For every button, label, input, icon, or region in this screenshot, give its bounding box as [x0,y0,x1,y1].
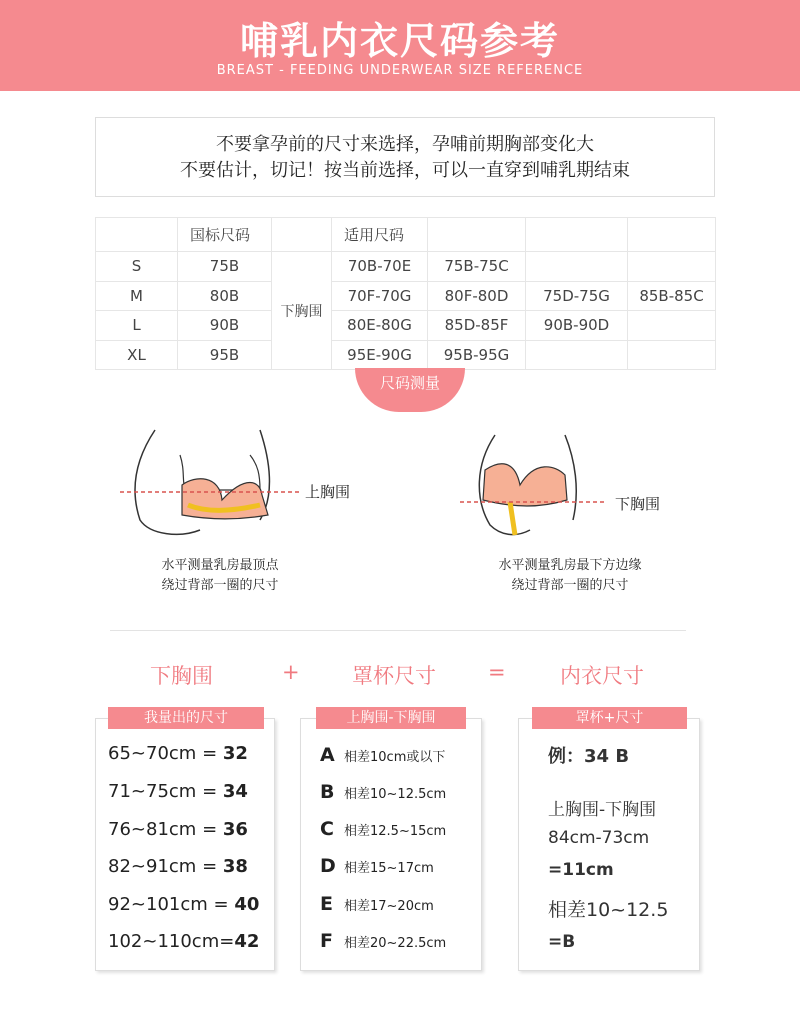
national-cell: 80B [178,281,272,310]
example-heading [548,742,629,768]
cup-letter: B [320,781,335,803]
underbust-row [108,856,248,877]
fit-cell: 85D-85F [428,311,526,340]
example-line-3: =11cm [548,860,614,880]
cup-desc: 相差17~20cm [344,899,434,914]
cup-letter: F [320,930,333,952]
range-text: 76~81cm [108,819,197,840]
page-title: 哺乳内衣尺码参考 [239,19,560,63]
example-line-1: 上胸围-下胸围 [548,800,657,820]
caption-line: 绕过背部一圈的尺寸 [161,578,279,593]
fit-cell: 70B-70E [332,252,428,281]
band-size: 40 [234,894,260,915]
upper-bust-illustration [110,420,380,550]
size-table [95,217,716,370]
sep-text: = [202,856,218,877]
underbust-row [108,743,248,764]
fit-cell: 85B-85C [628,281,716,310]
table-row [96,340,716,369]
range-text: 71~75cm [108,781,197,802]
cup-letter: C [320,818,334,840]
sep-text: = [219,931,235,952]
page-subtitle: BREAST - FEEDING UNDERWEAR SIZE REFERENCE [216,63,584,78]
table-cell [428,218,526,252]
fit-cell [628,252,716,281]
fit-cell: 95B-95G [428,340,526,369]
caption-line: 绕过背部一圈的尺寸 [511,578,629,593]
header-national-size: 国标尺码 [178,218,272,252]
sep-text: = [202,743,218,764]
range-text: 92~101cm [108,894,208,915]
cup-desc: 相差10~12.5cm [344,787,447,802]
cup-letter: A [320,744,335,766]
example-value: 34 B [584,746,630,767]
size-cell: L [96,311,178,340]
cup-desc: 相差15~17cm [344,861,434,876]
sep-text: = [202,781,218,802]
fit-cell: 80E-80G [332,311,428,340]
example-line-5: =B [548,932,576,952]
underbust-box-label: 我量出的尺寸 [108,707,264,729]
underbust-row [108,819,248,840]
fit-cell [526,340,628,369]
formula-result: 内衣尺寸 [560,664,644,688]
range-text: 65~70cm [108,743,197,764]
band-size: 42 [234,931,260,952]
upper-bust-caption [120,556,320,596]
cup-desc: 相差12.5~15cm [344,824,447,839]
cup-row [320,818,446,840]
section-divider [110,630,686,631]
national-cell: 90B [178,311,272,340]
table-row [96,252,716,281]
formula-term-underbust: 下胸围 [150,664,213,688]
cup-desc: 相差10cm或以下 [344,750,446,765]
notice-line-2: 不要估计，切记！按当前选择，可以一直穿到哺乳期结束 [180,160,630,181]
table-cell [628,218,716,252]
fit-cell [628,340,716,369]
example-line-2: 84cm-73cm [548,828,650,848]
band-size: 34 [222,781,248,802]
national-cell: 95B [178,340,272,369]
notice-box [95,117,715,197]
formula-term-cup: 罩杯尺寸 [352,664,436,688]
example-line-4: 相差10~12.5 [548,899,669,921]
band-size: 38 [222,856,248,877]
range-text: 82~91cm [108,856,197,877]
cup-box-label: 上胸围-下胸围 [316,707,466,729]
table-row [96,281,716,310]
table-cell [96,218,178,252]
band-size: 36 [222,819,248,840]
cup-row [320,893,434,915]
formula-plus: + [282,660,300,684]
formula-equals: = [488,660,506,684]
cup-row [320,781,446,803]
underbust-label: 下胸围 [615,495,661,513]
cup-row [320,855,434,877]
fit-cell: 95E-90G [332,340,428,369]
fit-cell: 70F-70G [332,281,428,310]
example-prefix: 例： [548,746,584,767]
table-row [96,311,716,340]
underbust-row [108,894,259,915]
sep-text: = [213,894,229,915]
sep-text: = [202,819,218,840]
underbust-illustration [455,430,695,550]
fit-cell: 75D-75G [526,281,628,310]
table-cell [272,218,332,252]
fit-cell: 80F-80D [428,281,526,310]
page-header [0,0,800,91]
caption-line: 水平测量乳房最顶点 [161,558,279,573]
band-size: 32 [222,743,248,764]
fit-cell [526,252,628,281]
range-text: 102~110cm [108,931,220,952]
measure-label-cell: 下胸围 [272,252,332,370]
fit-cell [628,311,716,340]
measure-tab: 尺码测量 [355,368,465,412]
cup-row [320,744,445,766]
size-cell: XL [96,340,178,369]
fit-cell: 75B-75C [428,252,526,281]
size-cell: S [96,252,178,281]
national-cell: 75B [178,252,272,281]
size-cell: M [96,281,178,310]
underbust-row [108,781,248,802]
cup-letter: E [320,893,333,915]
cup-row [320,930,446,952]
header-applicable-size: 适用尺码 [332,218,428,252]
underbust-row [108,931,259,952]
example-box-label: 罩杯+尺寸 [532,707,687,729]
fit-cell: 90B-90D [526,311,628,340]
table-cell [526,218,628,252]
caption-line: 水平测量乳房最下方边缘 [498,558,642,573]
table-header-row [96,218,716,252]
notice-line-1: 不要拿孕前的尺寸来选择，孕哺前期胸部变化大 [216,134,594,155]
underbust-caption [470,556,670,596]
cup-letter: D [320,855,336,877]
cup-desc: 相差20~22.5cm [344,936,447,951]
upper-bust-label: 上胸围 [305,483,351,501]
